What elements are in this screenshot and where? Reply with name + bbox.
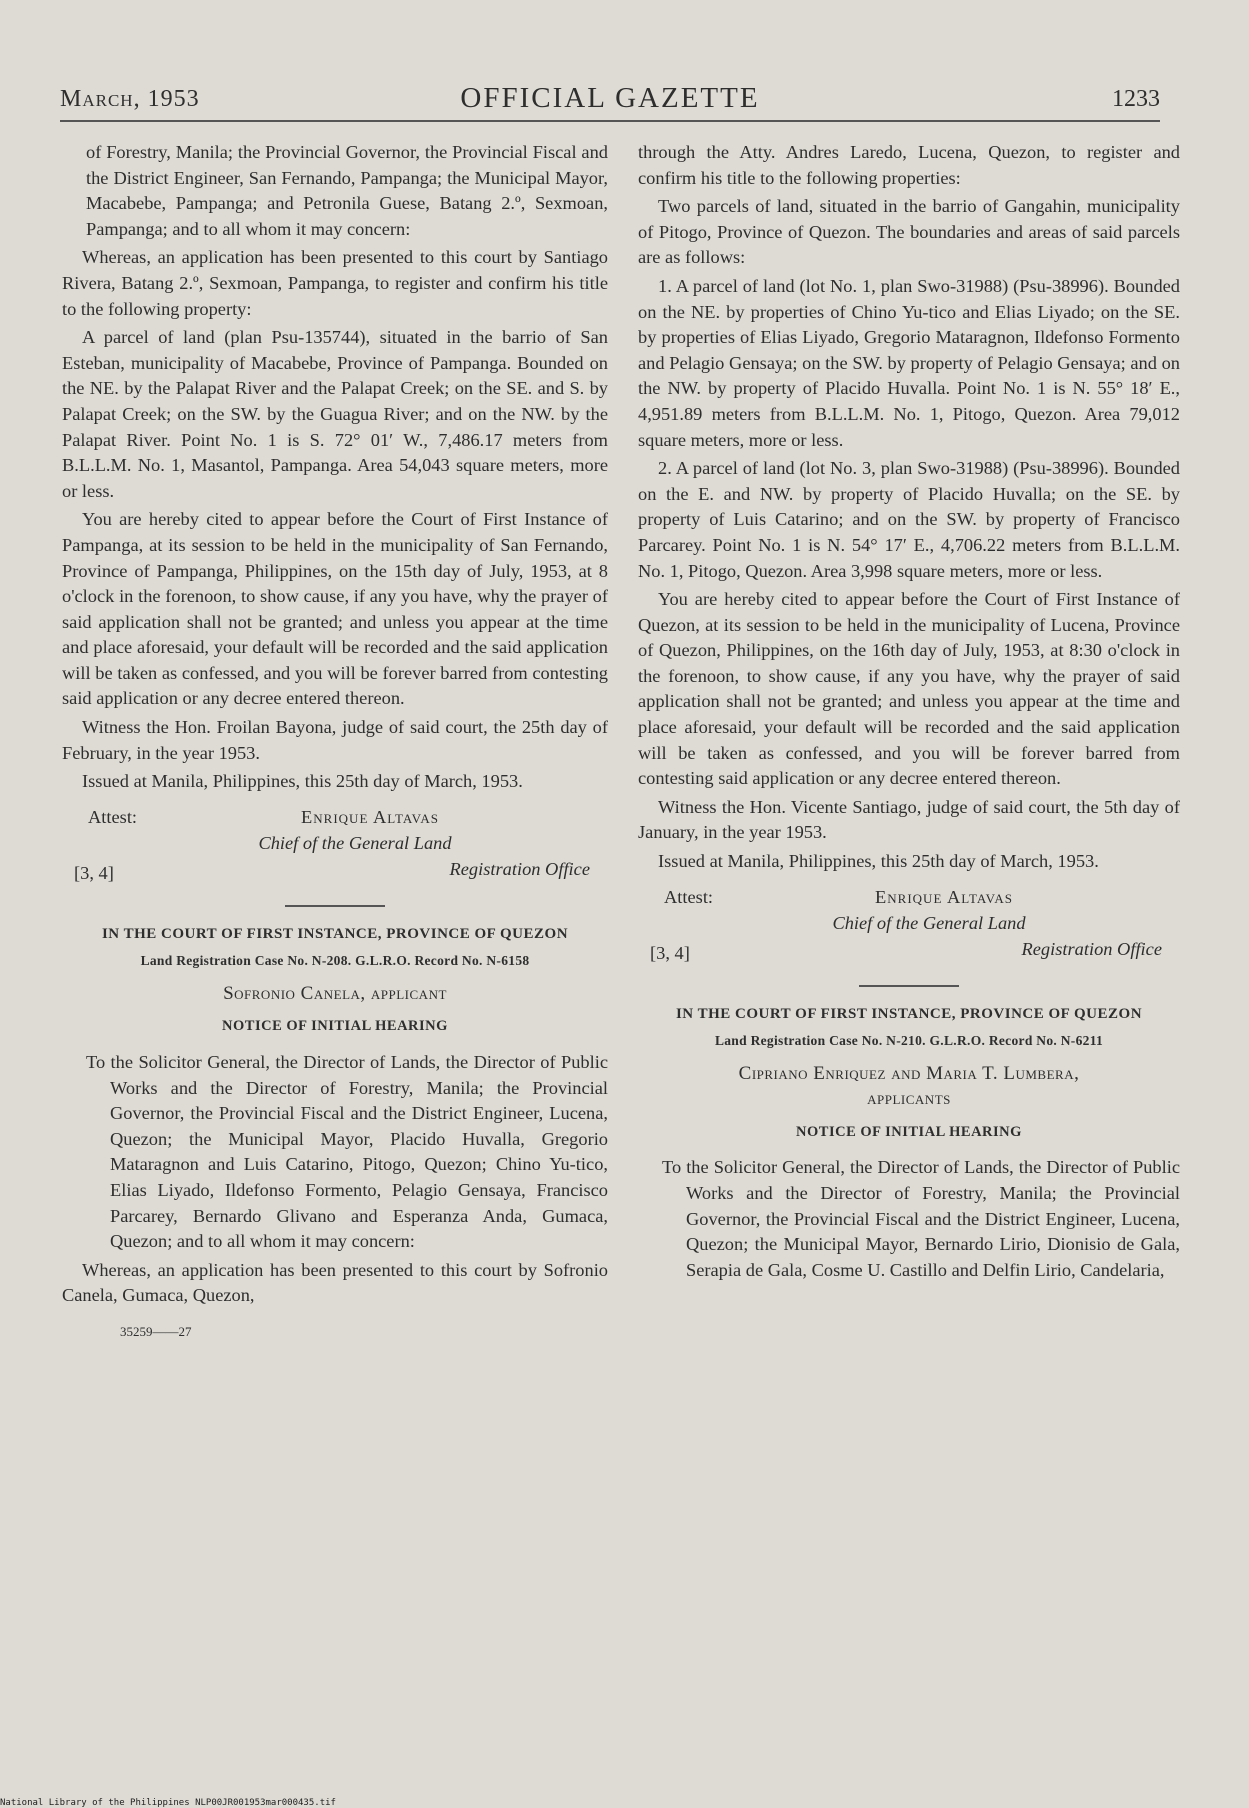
- left-column: [62, 140, 608, 1345]
- case-reference: Land Registration Case No. N-208. G.L.R.O. Record No. N-6158: [140, 952, 530, 968]
- signatory-name: Enrique Altavas: [875, 886, 1013, 907]
- addressee-list: To the Solicitor General, the Director of Lands, the Director of Public Works and the Director of Forestry, Manila; the Provincial Governor, the Provincial Fiscal and the District Engineer, Lucena, Quezon; the Municipal Mayor, Placido Huvalla, Gregorio Mataragnon and Luis Catarino, Pitogo, Quezon; Chino Yu-tico, Elias Liyado, Ildefonso Formento, Pelagio Gensaya, Francisco Parcarey, Bernardo Glivano and Esperanza Anda, Gumaca, Quezon; and to all whom it may concern:: [86, 1052, 608, 1252]
- applicant-names: [638, 1061, 1180, 1112]
- section-divider: [859, 985, 959, 987]
- paragraph: You are hereby cited to appear before the Court of First Instance of Pampanga, at its session to be held in the municipality of San Fernando, Province of Pampanga, Philippines, on the 15th day of July, 1953, at 8 o'clock in the forenoon, to show cause, if any you have, why the prayer of said application shall not be granted; and unless you appear at the time and place aforesaid, your default will be recorded and the said application will be taken as confessed, and you will be forever barred from contesting said application or any decree entered thereon.: [62, 509, 608, 709]
- signatory-title-line1: Chief of the General Land: [832, 912, 1026, 933]
- paragraph: Whereas, an application has been presented to this court by Sofronio Canela, Gumaca, Quezon,: [62, 1259, 608, 1306]
- paragraph: Witness the Hon. Vicente Santiago, judge of said court, the 5th day of January, in the year 1953.: [638, 796, 1180, 843]
- attest-label: Attest:: [88, 806, 138, 827]
- header-page-number: 1233: [1112, 86, 1160, 112]
- paragraph: You are hereby cited to appear before the Court of First Instance of Quezon, at its session to be held in the municipality of Lucena, Province of Quezon, Philippines, on the 16th day of July, 1953, at 8:30 o'clock in the forenoon, to show cause, if any you have, why the prayer of said application shall not be granted; and unless you appear at the time and place aforesaid, your default will be recorded and the said application will be taken as confessed, and you will be forever barred from contesting said application or any decree entered thereon.: [638, 589, 1180, 789]
- header-publication-title: OFFICIAL GAZETTE: [460, 82, 760, 114]
- issue-numbers: [3, 4]: [650, 942, 690, 963]
- paragraph: Whereas, an application has been presented to this court by Santiago Rivera, Batang 2.º, Sexmoan, Pampanga, to register and confirm his title to the following property:: [62, 247, 608, 319]
- case-reference: Land Registration Case No. N-210. G.L.R.O. Record No. N-6211: [714, 1032, 1104, 1048]
- archive-footer: National Library of the Philippines NLP00JR001953mar000435.tif: [0, 1798, 336, 1808]
- paragraph-continuation: through the Atty. Andres Laredo, Lucena, Quezon, to register and confirm his title to the following properties:: [638, 142, 1180, 188]
- signature-block: [638, 879, 1180, 971]
- header-date: March, 1953: [60, 86, 200, 112]
- paragraph: Two parcels of land, situated in the barrio of Gangahin, municipality of Pitogo, Province of Quezon. The boundaries and areas of said parcels are as follows:: [638, 196, 1180, 268]
- printer-signature-number: 35259——27: [120, 1323, 192, 1339]
- paragraph: Witness the Hon. Froilan Bayona, judge of said court, the 25th day of February, in the year 1953.: [62, 717, 608, 763]
- right-column: [638, 140, 1180, 1286]
- signatory-name: Enrique Altavas: [301, 806, 439, 827]
- attest-label: Attest:: [664, 886, 714, 907]
- signature-block: [62, 799, 608, 891]
- page-header: [60, 76, 1160, 122]
- signatory-title-line1: Chief of the General Land: [258, 832, 452, 853]
- addressee-list: To the Solicitor General, the Director of Lands, the Director of Public Works and the Director of Forestry, Manila; the Provincial Governor, the Provincial Fiscal and the District Engineer, Lucena, Quezon; the Municipal Mayor, Bernardo Lirio, Dionisio de Gala, Serapia de Gala, Cosme U. Castillo and Delfin Lirio, Candelaria,: [662, 1157, 1180, 1280]
- signatory-title-line2: Registration Office: [1021, 938, 1162, 959]
- notice-heading: NOTICE OF INITIAL HEARING: [796, 1123, 1022, 1140]
- paragraph: Issued at Manila, Philippines, this 25th day of March, 1953.: [658, 851, 1099, 872]
- paragraph: 1. A parcel of land (lot No. 1, plan Swo-31988) (Psu-38996). Bounded on the NE. by properties of Chino Yu-tico and Elias Liyado; on the SE. by properties of Elias Liyado, Gregorio Mataragnon, Ildefonso Formento and Pelagio Gensaya; on the SW. by property of Pelagio Gensaya; and on the NW. by property of Placido Huvalla. Point No. 1 is N. 55° 18′ E., 4,951.89 meters from B.L.L.M. No. 1, Pitogo, Quezon. Area 79,012 square meters, more or less.: [638, 275, 1180, 450]
- section-divider: [285, 905, 385, 907]
- applicant-names-line1: Cipriano Enriquez and Maria T. Lumbera,: [738, 1062, 1080, 1084]
- court-heading: IN THE COURT OF FIRST INSTANCE, PROVINCE OF QUEZON: [675, 1005, 1143, 1022]
- applicant-names-line2: applicants: [867, 1088, 951, 1110]
- paragraph: A parcel of land (plan Psu-135744), situated in the barrio of San Esteban, municipality of Macabebe, Province of Pampanga. Bounded on the NE. by the Palapat River and the Palapat Creek; on the SE. and S. by Palapat Creek; on the SW. by the Guagua River; and on the NW. by the Palapat River. Point No. 1 is S. 72° 01′ W., 7,486.17 meters from B.L.L.M. No. 1, Masantol, Pampanga. Area 54,043 square meters, more or less.: [62, 327, 608, 501]
- addressee-continuation: of Forestry, Manila; the Provincial Governor, the Provincial Fiscal and the District Engineer, San Fernando, Pampanga; the Municipal Mayor, Macabebe, Pampanga; and Petronila Guese, Batang 2.º, Sexmoan, Pampanga; and to all whom it may concern:: [86, 142, 608, 239]
- notice-heading: NOTICE OF INITIAL HEARING: [222, 1018, 448, 1035]
- issue-numbers: [3, 4]: [74, 862, 114, 883]
- paragraph: 2. A parcel of land (lot No. 3, plan Swo-31988) (Psu-38996). Bounded on the E. and NW. by property of Placido Huvalla; on the SE. by property of Luis Catarino; and on the SW. by property of Francisco Parcarey. Point No. 1 is N. 54° 17′ E., 4,706.22 meters from B.L.L.M. No. 1, Pitogo, Quezon. Area 3,998 square meters, more or less.: [638, 458, 1180, 581]
- paragraph: Issued at Manila, Philippines, this 25th day of March, 1953.: [82, 771, 523, 792]
- signatory-title-line2: Registration Office: [449, 858, 590, 879]
- applicant-name: Sofronio Canela, applicant: [223, 982, 447, 1004]
- court-heading: IN THE COURT OF FIRST INSTANCE, PROVINCE OF QUEZON: [101, 925, 569, 942]
